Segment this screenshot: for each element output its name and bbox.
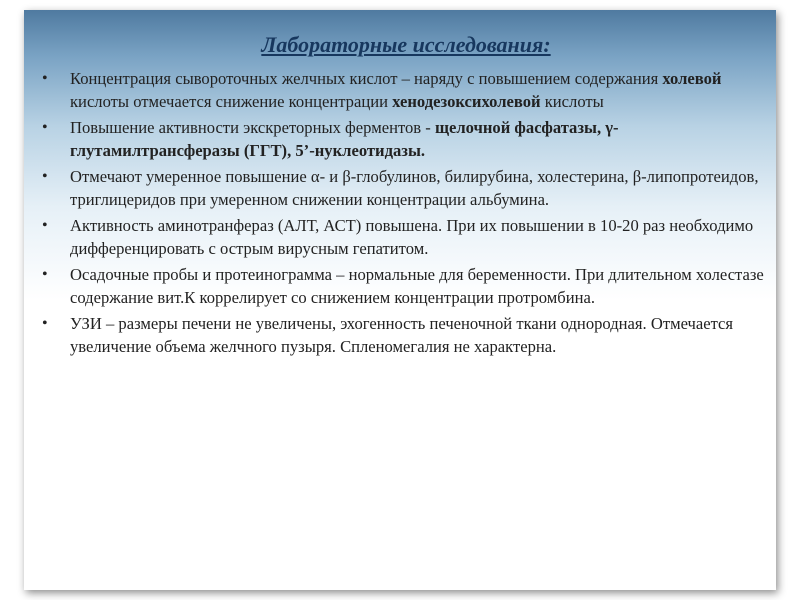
text: Концентрация сывороточных желчных кислот – наряду с повышением содержания [70,69,663,88]
bold-text: хенодезоксихолевой [392,91,541,111]
bold-text: холевой [662,69,722,88]
bullet-icon: • [42,315,48,332]
text: кислоты отмечается снижение концентрации [70,91,393,111]
list-item [42,313,772,358]
list-item [42,166,772,211]
text: Активность аминотранфераз (АЛТ, АСТ) повышена. При их повышении в 10-20 раз необходимо дифференцировать с острым вирусным гепатитом. [70,216,754,258]
bold-text: щелочной фасфатазы, γ-глутамилтрансферазы (ГГТ), 5’-нуклеотидазы. [70,118,619,160]
bullet-icon: • [42,266,48,283]
list-item [42,68,772,113]
text: кислоты [540,91,604,111]
bullet-icon: • [42,119,48,136]
list-item [42,215,772,260]
text: Отмечают умеренное повышение α- и β-глобулинов, билирубина, холестерина, β-липопротеидов, триглицеридов при умеренном снижении концентрации альбумина. [70,167,759,209]
bullet-icon: • [42,217,48,234]
list-item [42,117,772,162]
bullet-icon: • [42,168,48,185]
text: УЗИ – размеры печени не увеличены, эхогенность печеночной ткани однородная. Отмечается увеличение объема желчного пузыря. Спленомегалия не характерна. [70,314,734,356]
bullet-list [42,68,772,362]
text: Осадочные пробы и протеинограмма – нормальные для беременности. При длительном холестазе содержание вит.К коррелирует со снижением концентрации протромбина. [70,265,764,307]
slide-title: Лабораторные исследования: [261,32,551,57]
list-item [42,264,772,309]
text: Повышение активности экскреторных ферментов - [70,118,435,137]
bullet-icon: • [42,70,48,87]
